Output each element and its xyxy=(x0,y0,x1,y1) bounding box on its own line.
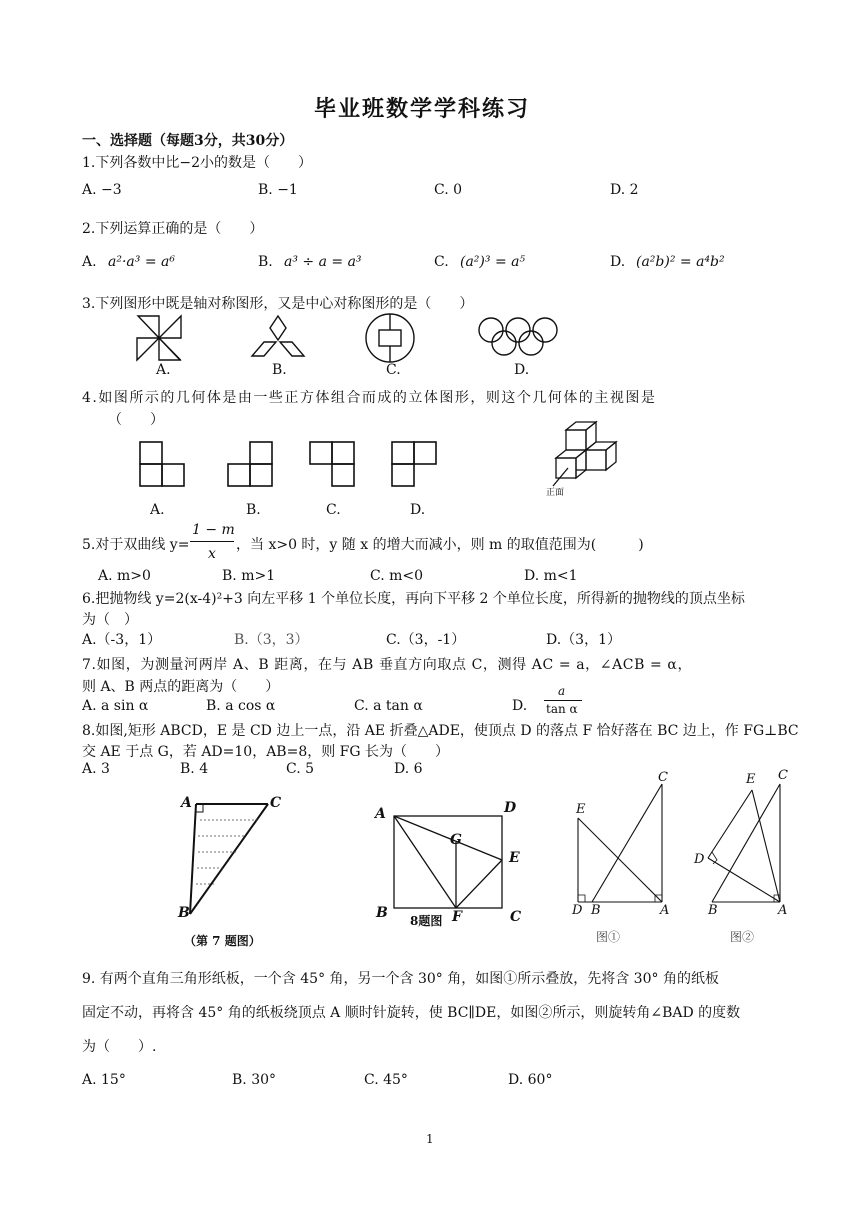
q7-option-d-numerator: a xyxy=(558,684,566,698)
q5-fraction-bar xyxy=(190,541,234,542)
q9-line-3: 为（ ）. xyxy=(82,1039,157,1055)
section-header: 一、选择题（每题3分，共30分） xyxy=(82,133,294,149)
q5-option-a: A. m>0 xyxy=(98,568,151,584)
q4-stem: 4.如图所示的几何体是由一些正方体组合而成的立体图形，则这个几何体的主视图是 xyxy=(82,390,657,406)
q6-stem: 6.把抛物线 y=2(x-4)²+3 向左平移 1 个单位长度，再向下平移 2 个单位长度，所得新的抛物线的顶点坐标 xyxy=(82,591,745,607)
q3-label-d: D. xyxy=(514,362,530,378)
q4-label-a: A. xyxy=(150,502,165,518)
q2-option-c: (a²)³ = a⁵ xyxy=(460,254,526,270)
q1-stem: 1.下列各数中比−2小的数是（ ） xyxy=(82,155,312,171)
q3-figure-three-diamonds xyxy=(250,314,306,360)
fig8-label-e: E xyxy=(509,850,520,866)
q9-option-c: C. 45° xyxy=(364,1072,408,1088)
q8-stem-cont: 交 AE 于点 G，若 AD=10，AB=8，则 FG 长为（ ） xyxy=(82,744,450,760)
q1-option-a: A. −3 xyxy=(82,182,122,198)
fig9b-label-a: A xyxy=(778,903,788,918)
q2-option-b: a³ ÷ a = a³ xyxy=(284,254,362,270)
fig8-label-f: F xyxy=(452,909,462,925)
q7-stem: 7.如图，为测量河两岸 A、B 距离，在与 AB 垂直方向取点 C，测得 AC = a，∠ACB = α， xyxy=(82,657,693,673)
q5-stem-pre: 5.对于双曲线 y= xyxy=(82,537,190,553)
q3-label-c: C. xyxy=(386,362,401,378)
page-number: 1 xyxy=(426,1132,434,1146)
fig9b-label-d: D xyxy=(694,852,705,867)
fig9a-label-d: D xyxy=(572,903,583,918)
q4-stem-cont: （ ） xyxy=(108,412,164,428)
q5-stem-post: ，当 x>0 时，y 随 x 的增大而减小，则 m 的取值范围为( ) xyxy=(236,537,644,553)
figure-9-1 xyxy=(574,782,670,906)
fig8-label-b: B xyxy=(376,905,388,921)
fig7-caption: （第 7 题图） xyxy=(184,934,261,948)
fig8-caption: 8题图 xyxy=(410,914,443,928)
q4-label-b: B. xyxy=(246,502,261,518)
q1-option-d: D. 2 xyxy=(610,182,639,198)
q2-option-d: (a²b)² = a⁴b² xyxy=(636,254,725,270)
fig9a-label-a: A xyxy=(660,903,670,918)
q8-option-d: D. 6 xyxy=(394,761,423,777)
q4-label-d: D. xyxy=(410,502,426,518)
fig9b-label-c: C xyxy=(778,768,788,783)
q4-view-c xyxy=(308,440,358,488)
q7-option-d-label: D. xyxy=(512,698,528,714)
fig9b-caption: 图② xyxy=(730,930,755,944)
q7-option-b: B. a cos α xyxy=(206,698,276,714)
q2-option-a-label: A. xyxy=(82,254,97,270)
q3-figure-circle-square xyxy=(364,312,416,364)
q4-view-b xyxy=(226,440,276,488)
q7-option-d-fraction-bar xyxy=(544,700,582,701)
q4-front-label: 正面 xyxy=(546,488,565,498)
q6-option-c: C.（3，-1） xyxy=(386,632,466,648)
fig8-label-a: A xyxy=(375,806,386,822)
q1-option-b: B. −1 xyxy=(258,182,298,198)
q3-stem: 3.下列图形中既是轴对称图形，又是中心对称图形的是（ ） xyxy=(82,296,474,312)
q9-option-d: D. 60° xyxy=(508,1072,553,1088)
q8-option-b: B. 4 xyxy=(180,761,209,777)
q5-option-b: B. m>1 xyxy=(222,568,276,584)
fig8-label-g: G xyxy=(450,832,462,848)
fig7-label-c: C xyxy=(270,795,282,811)
q3-label-a: A. xyxy=(156,362,171,378)
q7-option-d-denominator: tan α xyxy=(546,702,578,716)
q3-figure-olympic-rings xyxy=(476,316,560,358)
q9-line-1: 9. 有两个直角三角形纸板，一个含 45° 角，另一个含 30° 角，如图①所示叠放，先将含 30° 角的纸板 xyxy=(82,971,719,987)
q9-line-2: 固定不动，再将含 45° 角的纸板绕顶点 A 顺时针旋转，使 BC∥DE，如图②所示，则旋转角∠BAD 的度数 xyxy=(82,1005,741,1021)
q6-option-b: B.（3，3） xyxy=(234,632,309,648)
q5-fraction-numerator: 1 − m xyxy=(192,522,235,538)
fig9a-label-b: B xyxy=(591,903,601,918)
fig9b-label-e: E xyxy=(746,772,756,787)
q5-option-c: C. m<0 xyxy=(370,568,424,584)
q6-option-a: A.（-3，1） xyxy=(82,632,162,648)
q8-stem: 8.如图,矩形 ABCD，E 是 CD 边上一点，沿 AE 折叠△ADE，使顶点 D 的落点 F 恰好落在 BC 边上，作 FG⊥BC xyxy=(82,723,799,739)
q5-fraction-denominator: x xyxy=(208,546,216,562)
figure-9-2 xyxy=(700,780,790,906)
q6-option-d: D.（3，1） xyxy=(546,632,621,648)
fig9a-label-c: C xyxy=(658,770,668,785)
fig9a-label-e: E xyxy=(576,802,586,817)
q2-option-b-label: B. xyxy=(258,254,273,270)
q6-stem-cont: 为（ ） xyxy=(82,612,138,628)
figure-8 xyxy=(390,812,510,912)
fig9a-caption: 图① xyxy=(596,930,621,944)
page-title: 毕业班数学学科练习 xyxy=(314,96,531,122)
q2-stem: 2.下列运算正确的是（ ） xyxy=(82,221,264,237)
q8-option-a: A. 3 xyxy=(82,761,110,777)
q4-view-a xyxy=(138,440,188,488)
q3-label-b: B. xyxy=(272,362,287,378)
q7-stem-cont: 则 A、B 两点的距离为（ ） xyxy=(82,679,280,695)
q2-option-a: a²·a³ = a⁶ xyxy=(108,254,175,270)
q4-label-c: C. xyxy=(326,502,341,518)
fig7-label-a: A xyxy=(181,795,192,811)
fig8-label-d: D xyxy=(504,800,517,816)
q7-option-c: C. a tan α xyxy=(354,698,423,714)
q2-option-d-label: D. xyxy=(610,254,626,270)
fig8-label-c: C xyxy=(510,909,522,925)
q4-view-d xyxy=(390,440,440,488)
q3-figure-pinwheel xyxy=(134,314,184,362)
q8-option-c: C. 5 xyxy=(286,761,315,777)
q2-option-c-label: C. xyxy=(434,254,449,270)
q9-option-b: B. 30° xyxy=(232,1072,277,1088)
fig7-label-b: B xyxy=(178,905,190,921)
fig9b-label-b: B xyxy=(708,903,718,918)
q1-option-c: C. 0 xyxy=(434,182,463,198)
q5-option-d: D. m<1 xyxy=(524,568,578,584)
figure-7 xyxy=(176,792,288,924)
q7-option-a: A. a sin α xyxy=(82,698,149,714)
q9-option-a: A. 15° xyxy=(82,1072,126,1088)
